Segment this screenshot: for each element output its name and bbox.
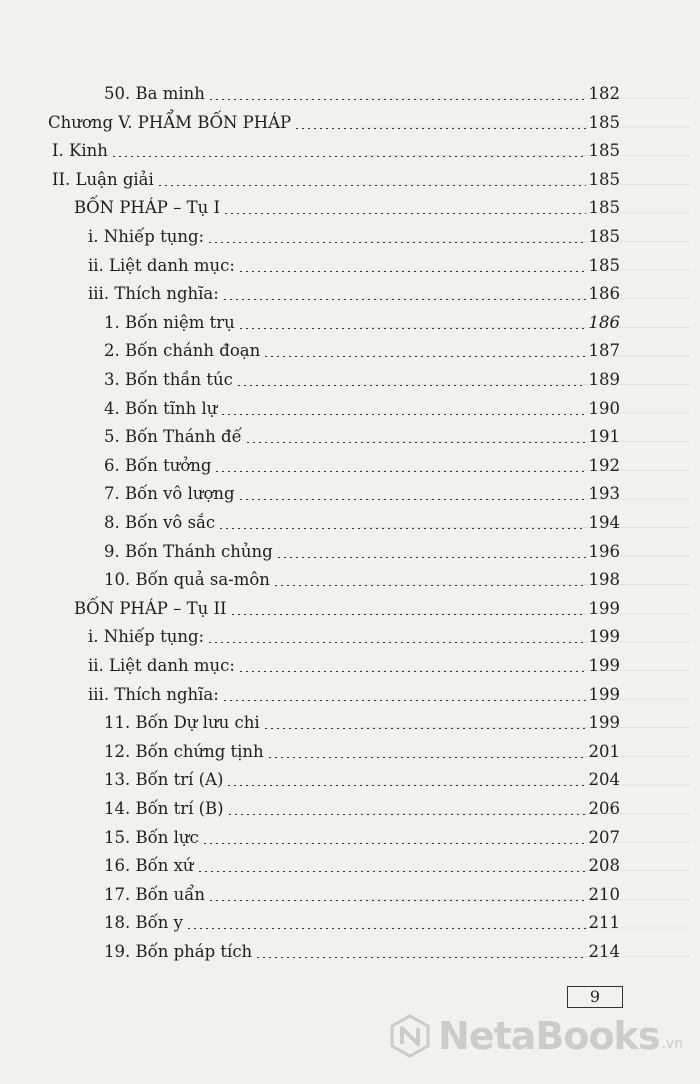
toc-entry-page: 199 [588,598,620,618]
toc-entry [104,370,620,390]
toc-entry-title: ii. Liệt danh mục: [88,656,235,675]
toc-entry-page: 185 [588,255,620,275]
dot-leader [214,471,585,472]
toc-entry-page: 198 [588,570,620,590]
dot-leader [230,614,586,615]
dot-leader [208,900,586,901]
toc-entry [48,113,620,133]
dot-leader [273,585,586,586]
toc-entry-title: 10. Bốn quả sa-môn [104,570,270,590]
toc-entry-page: 207 [588,827,620,847]
toc-entry-title: I. Kinh [52,141,108,161]
dot-leader [111,156,586,157]
page-number: 9 [589,987,601,1006]
dot-leader [267,757,586,758]
toc-entry-page: 185 [588,198,620,218]
toc-entry-page: 185 [588,169,620,189]
toc-entry-title: 13. Bốn trí (A) [104,770,224,790]
toc-entry-page: 193 [588,484,620,504]
toc-entry [104,484,620,504]
toc-entry-page: 201 [588,741,620,761]
toc-entry-page: 199 [588,713,620,733]
toc-entry-title: 17. Bốn uẩn [104,884,205,904]
toc-entry-title: iii. Thích nghĩa: [88,284,219,304]
toc-entry-page: 187 [588,341,620,361]
dot-leader [276,557,586,558]
watermark-suffix: .vn [661,1036,684,1052]
toc-entry [104,513,620,533]
toc-entry [104,770,620,790]
toc-entry-title: 15. Bốn lực [104,827,199,847]
dot-leader [263,356,585,357]
toc-entry-page: 199 [588,684,620,704]
dot-leader [208,99,586,100]
dot-leader [197,871,586,872]
toc-entry-title: 50. Ba minh [104,84,205,103]
toc-entry-title: 3. Bốn thần túc [104,370,233,389]
toc-entry-page: 211 [588,913,620,933]
dot-leader [226,785,585,786]
toc-entry-title: 16. Bốn xứ [104,856,194,876]
dot-leader [227,814,586,815]
toc-entry [88,284,620,304]
toc-entry-page: 191 [588,427,620,447]
toc-entry [52,170,620,190]
toc-entry-title: 14. Bốn trí (B) [104,799,224,818]
toc-entry-title: 4. Bốn tĩnh lự [104,398,218,418]
toc-entry-title: 1. Bốn niệm trụ [104,312,235,332]
toc-entry-title: 6. Bốn tưởng [104,455,212,475]
netabooks-logo-icon [388,1014,432,1058]
toc-entry-title: 11. Bốn Dự lưu chi [104,713,260,733]
toc-entry [88,685,620,705]
dot-leader [220,414,585,415]
toc-entry [104,313,620,333]
toc-entry-page: 196 [588,541,620,561]
toc-entry [104,427,620,447]
dot-leader [255,957,585,958]
toc-entry-page: 192 [588,455,620,475]
dot-leader [238,328,586,329]
dot-leader [207,242,585,243]
toc-entry [104,799,620,819]
toc-entry-title: 9. Bốn Thánh chủng [104,541,273,561]
toc-entry [104,84,620,104]
toc-entry-page: 204 [588,770,620,790]
dot-leader [222,299,586,300]
toc-entry-page: 190 [588,398,620,418]
toc-entry [104,456,620,476]
dot-leader [238,499,586,500]
toc-entry [104,570,620,590]
toc-entry [74,599,620,619]
dot-leader [186,928,586,929]
toc-entry-title: 18. Bốn y [104,913,183,933]
toc-entry [104,713,620,733]
toc-entry-page: 206 [588,799,620,818]
toc-entry-page: 210 [588,884,620,904]
toc-entry [104,913,620,933]
toc-entry [104,742,620,762]
page-number-box [567,986,623,1008]
toc-entry [88,256,620,276]
toc-entry [104,828,620,848]
dot-leader [236,385,586,386]
toc-entry-page: 214 [588,942,620,961]
dot-leader [202,843,586,844]
toc-entry [52,141,620,161]
toc-entry-title: i. Nhiếp tụng: [88,627,205,647]
dot-leader [245,442,586,443]
dot-leader [238,271,586,272]
toc-entry-page: 182 [588,84,620,103]
toc-entry-page: 186 [588,312,620,332]
toc-entry-title: iii. Thích nghĩa: [88,684,219,704]
dot-leader [218,528,585,529]
toc-entry [104,856,620,876]
dot-leader [294,128,585,129]
toc-entry-title: 8. Bốn vô sắc [104,513,216,532]
toc-entry-title: II. Luận giải [52,169,154,189]
toc-entry-title: 12. Bốn chứng tịnh [104,741,264,761]
toc-entry [104,542,620,562]
toc-entry [88,656,620,676]
toc-entry-title: 19. Bốn pháp tích [104,942,253,961]
toc-entry-title: BỐN PHÁP – Tụ I [74,198,220,218]
toc-entry [104,942,620,962]
toc-entry [104,341,620,361]
toc-entry-title: ii. Liệt danh mục: [88,255,235,275]
toc-entry-title: i. Nhiếp tụng: [88,227,205,246]
toc-entry [88,627,620,647]
dot-leader [223,213,586,214]
toc-entry-page: 186 [588,284,620,304]
toc-entry [88,227,620,247]
dot-leader [157,185,586,186]
toc-entry-page: 185 [588,227,620,246]
dot-leader [263,728,586,729]
toc-entry [104,399,620,419]
toc-entry-page: 199 [588,656,620,675]
toc-entry-title: BỐN PHÁP – Tụ II [74,598,227,618]
toc-entry-page: 185 [588,141,620,161]
toc-entry-title: 2. Bốn chánh đoạn [104,341,261,361]
toc-entry-page: 208 [588,856,620,876]
watermark-text: NetaBooks [438,1014,660,1058]
toc-entry [74,198,620,218]
toc-entry [104,885,620,905]
dot-leader [222,700,586,701]
toc-entry-title: 5. Bốn Thánh đế [104,427,242,447]
toc-entry-page: 194 [588,513,620,532]
toc-entry-page: 199 [588,627,620,647]
toc-entry-page: 185 [588,112,620,132]
dot-leader [207,642,585,643]
toc-entry-title: Chương V. PHẨM BỐN PHÁP [48,112,292,132]
watermark [388,1008,683,1064]
dot-leader [238,671,586,672]
toc-entry-title: 7. Bốn vô lượng [104,484,235,504]
toc-entry-page: 189 [588,370,620,389]
